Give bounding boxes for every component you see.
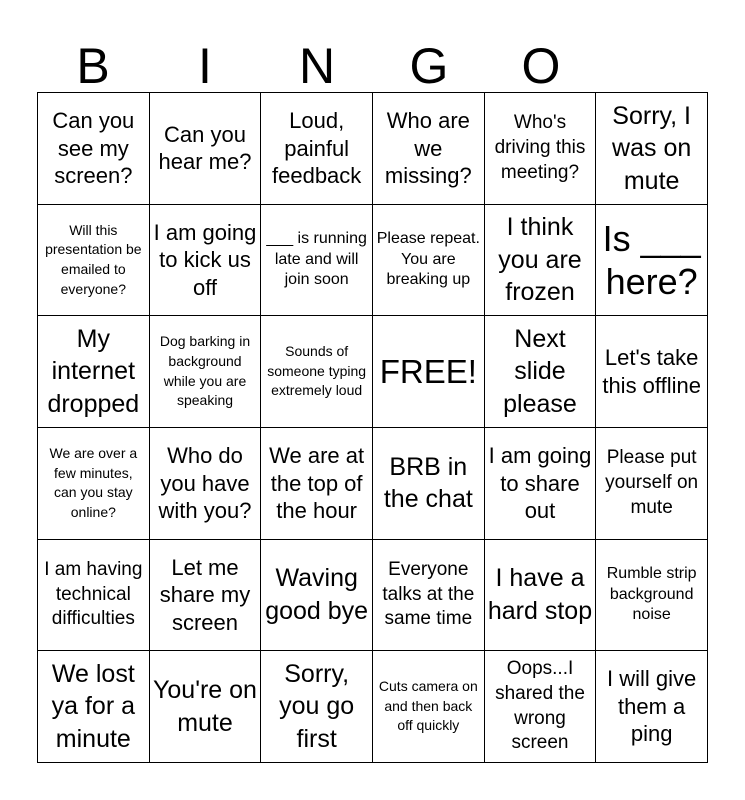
cell-text: Sorry, you go first: [279, 659, 355, 753]
bingo-board: [37, 92, 708, 763]
cell-text: Is ___ here?: [602, 217, 701, 302]
bingo-cell[interactable]: [485, 93, 597, 205]
bingo-cell[interactable]: [596, 205, 708, 317]
bingo-cell[interactable]: [485, 205, 597, 317]
cell-text: Rumble strip background noise: [606, 564, 697, 624]
bingo-cell[interactable]: [38, 93, 150, 205]
cell-text: Can you see my screen?: [52, 108, 135, 189]
cell-text: Who do you have with you?: [158, 443, 252, 524]
cell-text: BRB in the chat: [383, 452, 473, 514]
bingo-cell[interactable]: [596, 540, 708, 652]
cell-text: I will give them a ping: [607, 666, 697, 747]
cell-text: I think you are frozen: [498, 213, 582, 307]
bingo-header: [37, 36, 708, 92]
cell-text: Let's take this offline: [602, 345, 701, 398]
bingo-cell[interactable]: [596, 93, 708, 205]
bingo-cell[interactable]: [38, 540, 150, 652]
cell-text: Let me share my screen: [159, 554, 251, 635]
cell-text: We are at the top of the hour: [269, 443, 365, 524]
bingo-cell[interactable]: [38, 205, 150, 317]
bingo-cell[interactable]: [38, 316, 150, 428]
bingo-cell[interactable]: [261, 428, 373, 540]
bingo-cell[interactable]: [596, 651, 708, 763]
bingo-cell[interactable]: [485, 428, 597, 540]
bingo-cell[interactable]: [261, 540, 373, 652]
bingo-cell[interactable]: [38, 428, 150, 540]
bingo-cell[interactable]: [596, 428, 708, 540]
bingo-cell[interactable]: [38, 651, 150, 763]
cell-text: Dog barking in background while you are speaking: [159, 333, 251, 409]
cell-text: Who's driving this meeting?: [494, 112, 586, 183]
header-letter-n: N: [298, 38, 336, 94]
cell-text: I am going to share out: [488, 443, 592, 524]
bingo-cell[interactable]: [373, 428, 485, 540]
cell-text: Oops...I shared the wrong screen: [495, 658, 585, 754]
cell-text: We are over a few minutes, can you stay online?: [49, 445, 138, 520]
bingo-cell[interactable]: [150, 93, 262, 205]
cell-text: Please put yourself on mute: [605, 447, 699, 518]
header-letter-b: B: [76, 38, 110, 94]
header-letter-o: O: [521, 38, 561, 94]
bingo-cell[interactable]: [150, 651, 262, 763]
cell-text: Cuts camera on and then back off quickly: [378, 678, 478, 734]
cell-text: I am going to kick us off: [153, 219, 257, 300]
cell-text: Will this presentation be emailed to everyone?: [45, 221, 142, 297]
cell-text: I am having technical difficulties: [44, 558, 143, 630]
bingo-cell[interactable]: [150, 316, 262, 428]
bingo-cell[interactable]: [261, 316, 373, 428]
cell-text: Next slide please: [503, 324, 577, 418]
bingo-cell[interactable]: [261, 93, 373, 205]
cell-text: I have a hard stop: [487, 564, 593, 625]
cell-text: Who are we missing?: [384, 108, 472, 189]
cell-text: ___ is running late and will join soon: [266, 229, 367, 289]
bingo-cell[interactable]: [261, 651, 373, 763]
bingo-cell[interactable]: [485, 316, 597, 428]
bingo-cell[interactable]: [373, 93, 485, 205]
bingo-cell[interactable]: [373, 540, 485, 652]
bingo-cell[interactable]: [373, 205, 485, 317]
cell-text: My internet dropped: [47, 324, 140, 418]
cell-text: Sorry, I was on mute: [612, 101, 692, 195]
cell-text: Loud, painful feedback: [272, 108, 362, 189]
bingo-cell-free[interactable]: [373, 316, 485, 428]
bingo-cell[interactable]: [150, 540, 262, 652]
bingo-cell[interactable]: [485, 651, 597, 763]
header-letter-g: G: [409, 38, 449, 94]
bingo-cell[interactable]: [150, 205, 262, 317]
header-letter-i: I: [198, 38, 212, 94]
bingo-cell[interactable]: [485, 540, 597, 652]
bingo-cell[interactable]: [373, 651, 485, 763]
cell-text: Can you hear me?: [158, 121, 252, 175]
cell-text: Everyone talks at the same time: [382, 558, 475, 630]
bingo-cell[interactable]: [596, 316, 708, 428]
bingo-cell[interactable]: [261, 205, 373, 317]
cell-text: Please repeat. You are breaking up: [376, 229, 480, 289]
cell-text: You're on mute: [153, 676, 257, 737]
cell-text: Waving good bye: [265, 564, 369, 625]
cell-text: Sounds of someone typing extremely loud: [267, 343, 367, 399]
cell-text: We lost ya for a minute: [51, 659, 136, 753]
free-space-text: FREE!: [379, 352, 477, 390]
bingo-cell[interactable]: [150, 428, 262, 540]
